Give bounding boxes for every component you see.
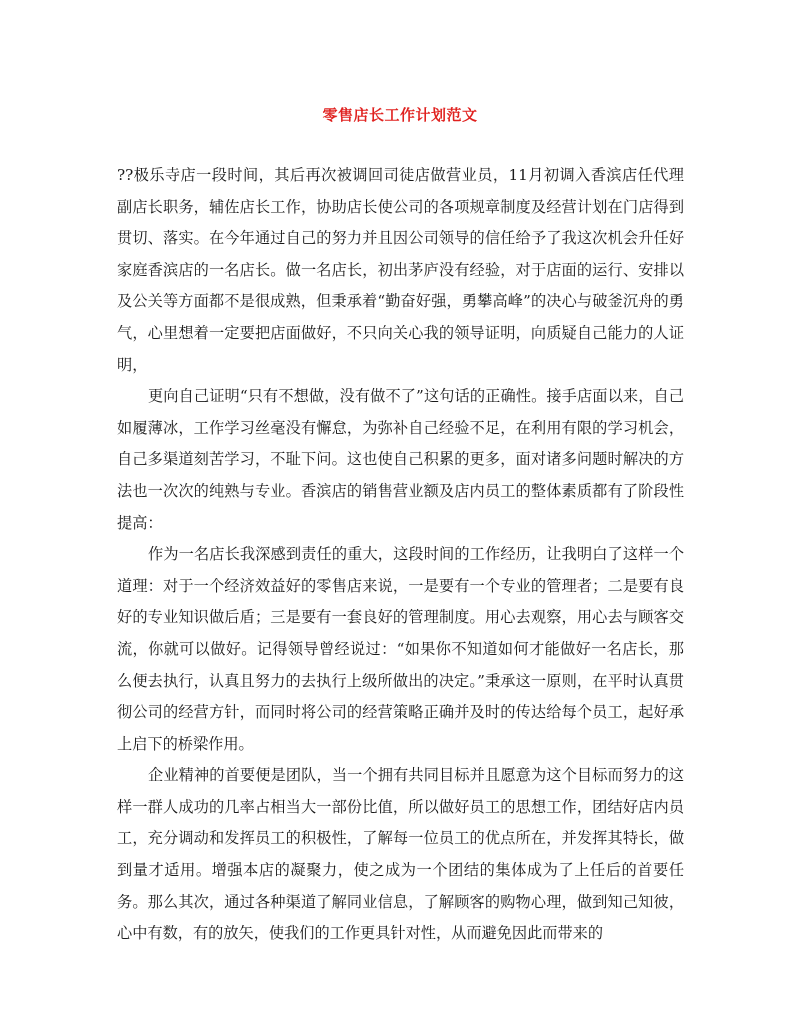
paragraph: 作为一名店长我深感到责任的重大，这段时间的工作经历，让我明白了这样一个道理：对于一个经济效益好的零售店来说，一是要有一个专业的管理者；二是要有良好的专业知识做后盾；三是要有一套良好的管理制度。用心去观察，用心去与顾客交流，你就可以做好。记得领导曾经说过：“如果你不知道如何才能做好一名店长，那么便去执行，认真且努力的去执行上级所做出的决定。”秉承这一原则，在平时认真贯彻公司的经营方针，而同时将公司的经营策略正确并及时的传达给每个员工，起好承上启下的桥梁作用。 (117, 545, 684, 753)
paragraph: 更向自己证明“只有不想做，没有做不了”这句话的正确性。接手店面以来，自己如履薄冰，工作学习丝毫没有懈怠，为弥补自己经验不足，在利用有限的学习机会，自己多渠道刻苦学习，不耻下问。这也使自己积累的更多，面对诸多问题时解决的方法也一次次的纯熟与专业。香滨店的销售营业额及店内员工的整体素质都有了阶段性提高： (117, 387, 684, 532)
paragraph: ??极乐寺店一段时间，其后再次被调回司徒店做营业员，11月初调入香滨店任代理副店长职务，辅佐店长工作，协助店长使公司的各项规章制度及经营计划在门店得到贯切、落实。在今年通过自己的努力并且因公司领导的信任给予了我这次机会升任好家庭香滨店的一名店长。做一名店长，初出茅庐没有经验，对于店面的运行、安排以及公关等方面都不是很成熟，但秉承着“勤奋好强，勇攀高峰”的决心与破釜沉舟的勇气，心里想着一定要把店面做好，不只向关心我的领导证明，向质疑自己能力的人证明， (117, 166, 684, 374)
paragraph: 企业精神的首要便是团队，当一个拥有共同目标并且愿意为这个目标而努力的这样一群人成功的几率占相当大一部份比值，所以做好员工的思想工作，团结好店内员工，充分调动和发挥员工的积极性，了解每一位员工的优点所在，并发挥其特长，做到量才适用。增强本店的凝聚力，使之成为一个团结的集体成为了上任后的首要任务。那么其次，通过各种渠道了解同业信息，了解顾客的购物心理，做到知己知彼，心中有数，有的放矢，使我们的工作更具针对性，从而避免因此而带来的 (117, 766, 684, 943)
document-title: 零售店长工作计划范文 (322, 106, 478, 124)
document-body (117, 160, 684, 950)
